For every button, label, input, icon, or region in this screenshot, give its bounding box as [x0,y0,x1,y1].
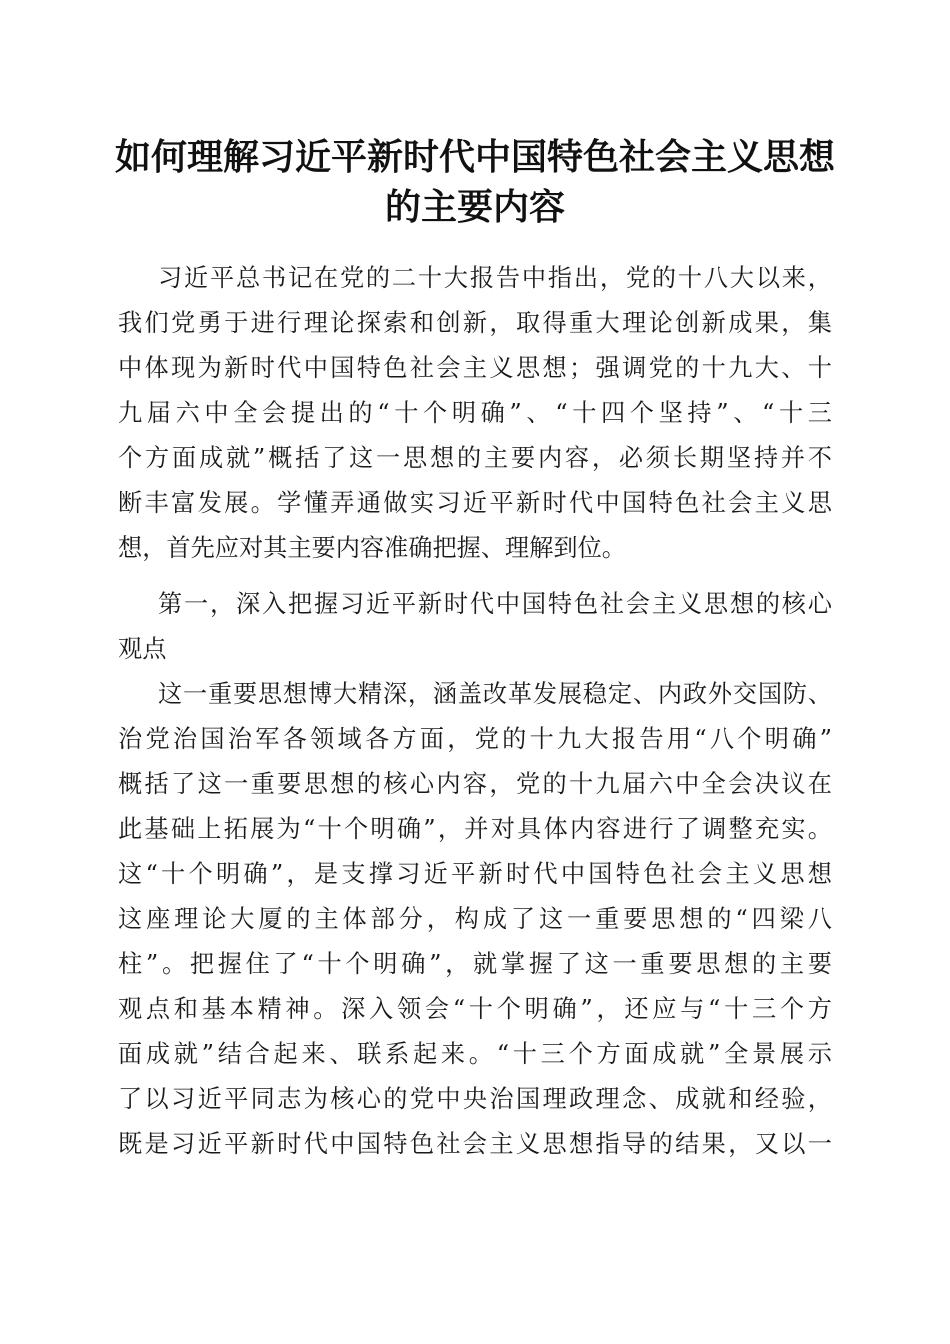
paragraph-line: 习近平总书记在党的二十大报告中指出，党的十八大以来， [158,264,832,292]
paragraph-line: 治党治国治军各领域各方面，党的十九大报告用“八个明确” [118,725,832,753]
paragraph-line: 我们党勇于进行理论探索和创新，取得重大理论创新成果，集 [118,309,832,337]
title-line-1: 如何理解习近平新时代中国特色社会主义思想 [114,136,835,178]
paragraph-line: 这座理论大厦的主体部分，构成了这一重要思想的“四梁八 [118,905,832,933]
paragraph-line: 九届六中全会提出的“十个明确”、“十四个坚持”、“十三 [118,399,832,427]
heading-line: 观点 [118,635,167,663]
paragraph-line: 面成就”结合起来、联系起来。“十三个方面成就”全景展示 [118,1040,832,1068]
document-title [100,132,850,232]
section-heading-1 [118,582,832,672]
paragraph-line: 此基础上拓展为“十个明确”，并对具体内容进行了调整充实。 [118,815,832,843]
paragraph-line: 这“十个明确”，是支撑习近平新时代中国特色社会主义思想 [118,860,832,888]
paragraph-line: 柱”。把握住了“十个明确”，就掌握了这一重要思想的主要 [118,950,832,978]
paragraph-line: 想，首先应对其主要内容准确把握、理解到位。 [118,534,626,562]
paragraph-line: 断丰富发展。学懂弄通做实习近平新时代中国特色社会主义思 [118,489,832,517]
paragraph-line: 中体现为新时代中国特色社会主义思想；强调党的十九大、十 [118,354,832,382]
paragraph-line: 观点和基本精神。深入领会“十个明确”，还应与“十三个方 [118,995,832,1023]
paragraph-line: 既是习近平新时代中国特色社会主义思想指导的结果，又以一 [118,1130,832,1158]
heading-line: 第一，深入把握习近平新时代中国特色社会主义思想的核心 [158,590,832,618]
paragraph-line: 这一重要思想博大精深，涵盖改革发展稳定、内政外交国防、 [158,680,832,708]
title-line-2: 的主要内容 [384,186,565,228]
paragraph-intro [118,256,832,571]
paragraph-core-views [118,672,832,1167]
paragraph-line: 个方面成就”概括了这一思想的主要内容，必须长期坚持并不 [118,444,832,472]
paragraph-line: 了以习近平同志为核心的党中央治国理政理念、成就和经验， [118,1085,832,1113]
paragraph-line: 概括了这一重要思想的核心内容，党的十九届六中全会决议在 [118,770,832,798]
